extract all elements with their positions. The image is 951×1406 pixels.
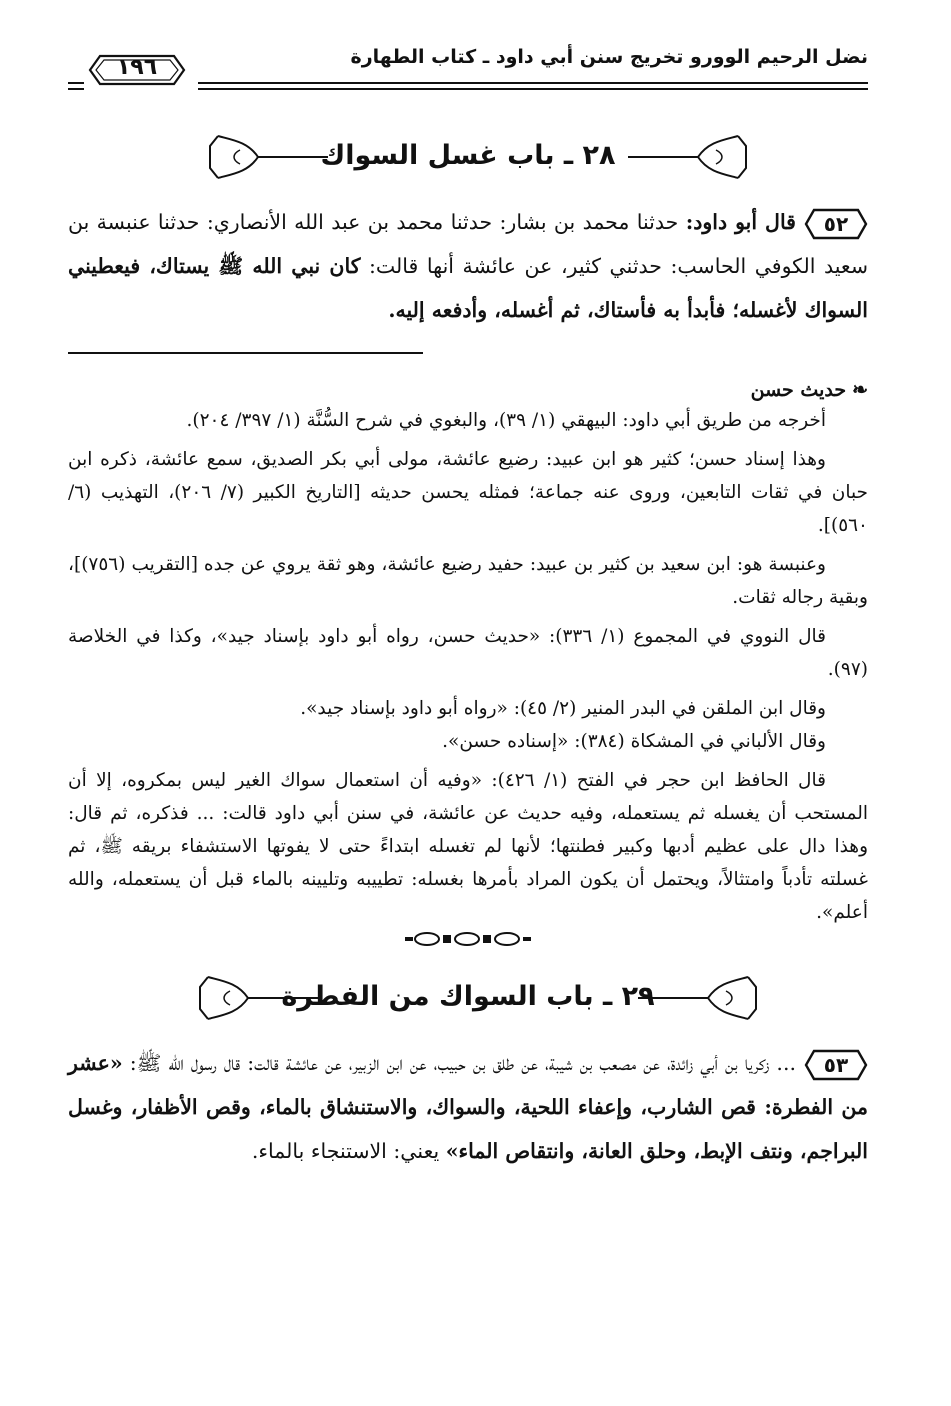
hadith-number-badge	[804, 207, 868, 241]
hadith-matn: كان نبي الله ﷺ يستاك، فيعطيني السواك لأغسله؛ فأبدأ به فأستاك، ثم أغسله، وأدفعه إليه.	[68, 254, 868, 322]
hadith-number: ٥٢	[823, 211, 849, 236]
commentary-paragraph: قال النووي في المجموع (١/ ٣٣٦): «حديث حسن، رواه أبو داود بإسناد جيد»، وكذا في الخلاصة (٩٧).	[68, 626, 868, 680]
hadith-tail: يعني: الاستنجاء بالماء.	[251, 1139, 446, 1163]
commentary-paragraph: وهذا إسناد حسن؛ كثير هو ابن عبيد: رضيع عائشة، مولى أبي بكر الصديق، سمع عائشة، ذكره ابن حبان في ثقات التابعين، وروى عنه جماعة؛ فمثله يحسن حديثه [التاريخ الكبير (٧/ ٢٠٦)، التهذيب (٦/ ٥٦٠)].	[68, 449, 868, 536]
running-header	[68, 38, 868, 96]
chapter-title: ٢٨ ـ باب غسل السواك	[320, 140, 616, 171]
section-separator	[68, 352, 423, 354]
hadith-chain: حدثنا محمد بن بشار: حدثنا محمد بن عبد الله الأنصاري: حدثنا عنبسة بن سعيد الكوفي الحاسب: حدثني كثير، عن عائشة أنها قالت:	[68, 210, 868, 278]
header-rule	[198, 88, 868, 90]
grade-label: حديث حسن	[750, 379, 847, 401]
commentary-paragraph: وعنبسة هو: ابن سعيد بن كثير بن عبيد: حفيد رضيع عائشة، وهو ثقة يروي عن جده [التقريب (٧٥٦)]، وبقية رجاله ثقات.	[68, 554, 868, 608]
ornament-bracket-icon	[628, 132, 758, 182]
header-rule	[198, 82, 868, 84]
ornament-bracket-icon	[188, 973, 318, 1023]
leaf-bullet-icon: ❧	[852, 379, 868, 401]
chapter-heading	[68, 132, 868, 190]
hadith-chain: ... زكريا بن أبي زائدة، عن مصعب بن شيبة، عن طلق بن حبيب، عن ابن الزبير، عن عائشة قالت: قال رسول الله ﷺ:	[122, 1051, 796, 1075]
commentary-paragraph: قال الحافظ ابن حجر في الفتح (١/ ٤٢٦): «وفيه أن استعمال سواك الغير ليس بمكروه، إلا أن المستحب أن يغسله ثم يستعمله، وفيه حديث عن عائشة، في سنن أبي داود قالت: ... فذكره، ثم قال: وهذا دال على عظيم أدبها وكبير فطنتها؛ لأنها لم تغسله ابتداءً حتى لا يفوتها الاستشفاء بريقه ﷺ، ثم غسلته تأدباً وامتثالاً، ويحتمل أن يكون المراد بأمرها بغسله: تطييبه وتليينه بالماء قبل أن يستعمله، والله أعلم».	[68, 770, 868, 923]
hadith-number-badge	[804, 1048, 868, 1082]
book-page	[68, 38, 868, 1173]
hadith-text	[68, 1041, 868, 1173]
page-number: ١٩٦	[116, 55, 158, 80]
hadith-matn: «عشر من الفطرة: قص الشارب، وإعفاء اللحية، والسواك، والاستنشاق بالماء، وقص الأظفار، وغسل البراجم، ونتف الإبط، وحلق العانة، وانتقاص الماء»	[68, 1051, 868, 1163]
chapter-title: ٢٩ ـ باب السواك من الفطرة	[281, 981, 655, 1012]
commentary-paragraph: وقال الألباني في المشكاة (٣٨٤): «إسناده حسن».	[442, 731, 826, 752]
ornament-divider-icon	[403, 931, 533, 947]
hadith-intro: قال أبو داود:	[685, 210, 796, 234]
chapter-heading	[68, 973, 868, 1031]
commentary-paragraph: وقال ابن الملقن في البدر المنير (٢/ ٤٥): «رواه أبو داود بإسناد جيد».	[300, 698, 826, 719]
header-rule	[68, 88, 84, 90]
ornament-bracket-icon	[198, 132, 328, 182]
hadith-number: ٥٣	[823, 1052, 849, 1077]
grade-heading	[68, 376, 868, 404]
takhrij-paragraph: أخرجه من طريق أبي داود: البيهقي (١/ ٣٩)، والبغوي في شرح السُّنَّة (١/ ٣٩٧/ ٢٠٤).	[186, 410, 826, 431]
hadith-text	[68, 200, 868, 332]
ornament-bracket-icon	[638, 973, 768, 1023]
book-title: نضل الرحيم الوورو تخريج سنن أبي داود ـ كتاب الطهارة	[350, 46, 868, 68]
header-rule	[68, 82, 84, 84]
section-divider	[68, 931, 868, 953]
